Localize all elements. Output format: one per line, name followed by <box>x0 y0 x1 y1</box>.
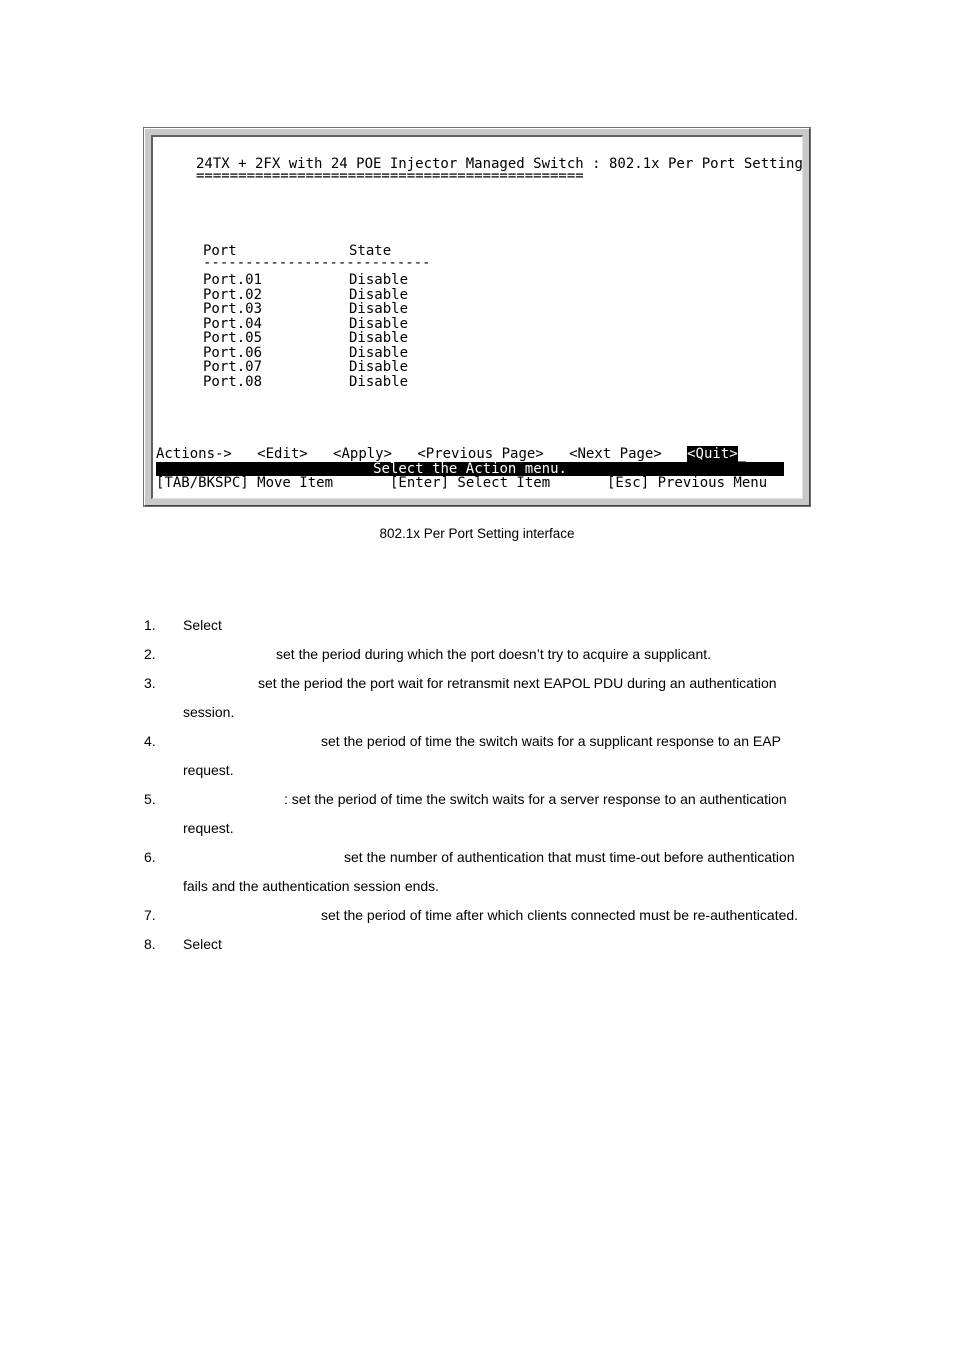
quit-button[interactable]: <Quit> <box>687 446 738 462</box>
step-text: set the period during which the port doesn’t try to acquire a supplicant. <box>276 646 712 662</box>
step-text: set the period of time after which clients connected must be re-authenticated. <box>321 907 799 923</box>
help-select-item: [Enter] Select Item <box>390 475 551 491</box>
state-cell[interactable]: Disable <box>349 359 409 375</box>
status-message: Select the Action menu. <box>373 461 567 477</box>
step-number: 3. <box>144 675 156 691</box>
terminal-title: 24TX + 2FX with 24 POE Injector Managed Switch : 802.1x Per Port Setting <box>196 156 803 172</box>
port-cell[interactable]: Port.03 <box>203 301 263 317</box>
port-cell[interactable]: Port.02 <box>203 286 263 303</box>
instruction-step <box>144 843 814 901</box>
step-text-continued: fails and the authentication session ends. <box>183 878 440 894</box>
port-cell[interactable]: Port.05 <box>203 330 263 346</box>
step-text: set the number of authentication that must time-out before authentication <box>344 849 795 865</box>
instruction-step <box>144 930 814 959</box>
state-cell[interactable]: Disable <box>349 286 409 303</box>
text-cursor: _ <box>737 446 747 462</box>
port-cell[interactable]: Port.08 <box>203 373 263 390</box>
apply-button[interactable]: <Apply> <box>333 446 393 462</box>
port-cell[interactable]: Port.07 <box>203 359 263 375</box>
instruction-step <box>144 727 814 785</box>
state-column <box>349 273 408 389</box>
step-text: set the period of time the switch waits for a supplicant response to an EAP <box>321 733 781 749</box>
state-cell[interactable]: Disable <box>349 344 409 361</box>
step-text: : set the period of time the switch waits for a server response to an authentication <box>284 791 787 807</box>
edit-button[interactable]: <Edit> <box>257 446 308 462</box>
step-number: 5. <box>144 791 156 807</box>
port-cell[interactable]: Port.04 <box>203 315 263 332</box>
instruction-step <box>144 785 814 843</box>
port-cell[interactable]: Port.01 <box>203 272 263 288</box>
state-cell[interactable]: Disable <box>349 373 409 390</box>
figure-caption: 802.1x Per Port Setting interface <box>379 526 575 541</box>
status-bar <box>156 462 784 476</box>
instruction-step <box>144 611 814 640</box>
state-cell[interactable]: Disable <box>349 272 409 288</box>
step-text: Select <box>183 936 222 952</box>
instruction-step <box>144 640 814 669</box>
port-cell[interactable]: Port.06 <box>203 344 263 361</box>
step-number: 6. <box>144 849 156 865</box>
step-number: 8. <box>144 936 156 952</box>
help-previous-menu: [Esc] Previous Menu <box>607 475 768 491</box>
help-move-item: [TAB/BKSPC] Move Item <box>156 475 334 491</box>
step-text-continued: session. <box>183 704 235 720</box>
step-number: 4. <box>144 733 156 749</box>
column-header-port: Port <box>203 243 237 259</box>
instruction-step <box>144 901 814 930</box>
step-text: Select <box>183 617 222 633</box>
instruction-list <box>144 611 814 959</box>
step-number: 1. <box>144 617 156 633</box>
actions-label: Actions-> <box>156 446 232 462</box>
step-text-continued: request. <box>183 762 234 778</box>
state-cell[interactable]: Disable <box>349 301 409 317</box>
state-cell[interactable]: Disable <box>349 330 409 346</box>
column-header-state: State <box>349 243 392 259</box>
title-underline: ============================================== <box>196 168 584 184</box>
header-underline: --------------------------- <box>203 255 431 271</box>
port-column <box>203 273 262 389</box>
step-number: 7. <box>144 907 156 923</box>
next-page-button[interactable]: <Next Page> <box>569 446 662 462</box>
step-text: set the period the port wait for retransmit next EAPOL PDU during an authentication <box>258 675 777 691</box>
instruction-step <box>144 669 814 727</box>
actions-bar <box>156 447 746 461</box>
step-number: 2. <box>144 646 156 662</box>
previous-page-button[interactable]: <Previous Page> <box>417 446 544 462</box>
step-text-continued: request. <box>183 820 234 836</box>
state-cell[interactable]: Disable <box>349 315 409 332</box>
